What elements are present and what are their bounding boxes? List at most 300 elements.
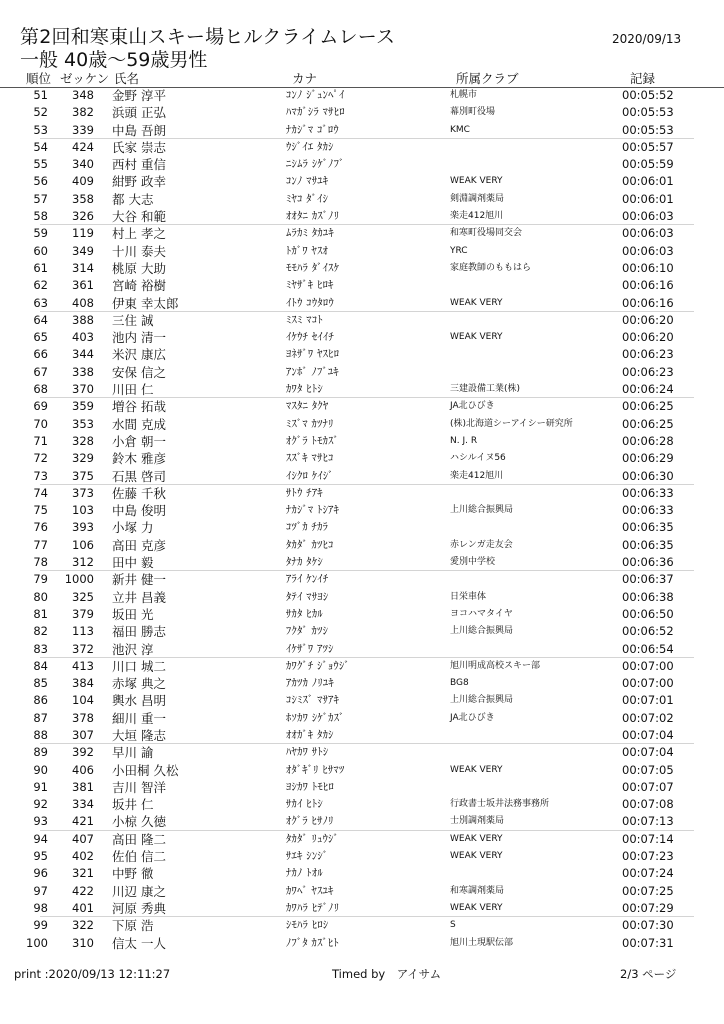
column-header-name: 氏名 [114, 71, 140, 86]
cell-time: 00:06:25 [622, 399, 674, 414]
cell-rank: 76 [33, 520, 48, 535]
cell-name: 吉川 智洋 [112, 779, 166, 795]
cell-time: 00:06:38 [622, 589, 674, 604]
cell-bib: 310 [72, 935, 94, 950]
cell-time: 00:05:53 [622, 105, 674, 120]
cell-time: 00:06:33 [622, 485, 674, 500]
cell-bib: 370 [72, 382, 94, 397]
cell-rank: 70 [33, 416, 48, 431]
cell-club: 和寒町役場同交会 [450, 228, 523, 239]
cell-kana: ｺﾂﾞｶ ﾁｶﾗ [286, 521, 329, 534]
cell-kana: ﾐﾔｻﾞｷ ﾋﾛｷ [286, 279, 334, 292]
cell-kana: ｲｹｳﾁ ｾｲｲﾁ [286, 331, 335, 344]
table-row [0, 848, 724, 865]
cell-club: 家庭教師のももはら [450, 262, 532, 273]
cell-rank: 88 [33, 727, 48, 742]
cell-name: 坂井 仁 [112, 797, 154, 813]
table-row [0, 312, 724, 329]
table-row [0, 122, 724, 139]
cell-bib: 409 [72, 174, 94, 189]
cell-club: 行政書士坂井法務事務所 [450, 799, 550, 810]
cell-name: 小椋 久徳 [112, 814, 166, 830]
cell-name: 新井 健一 [112, 572, 166, 588]
cell-rank: 64 [33, 312, 48, 327]
cell-kana: ﾀｶﾀﾞ ｶﾂﾋｺ [286, 538, 334, 551]
cell-time: 00:07:00 [622, 658, 674, 673]
cell-kana: ﾏｽﾀﾆ ﾀｸﾔ [286, 400, 329, 413]
table-row [0, 641, 724, 658]
cell-bib: 353 [72, 416, 94, 431]
cell-kana: ﾐﾔｺ ﾀﾞｲｼ [286, 192, 329, 205]
cell-time: 00:06:35 [622, 537, 674, 552]
table-row [0, 883, 724, 900]
cell-club: 楽走412旭川 [450, 470, 504, 481]
cell-rank: 83 [33, 641, 48, 656]
table-row [0, 813, 724, 830]
table-header [0, 70, 724, 88]
cell-kana: ﾑﾗｶﾐ ﾀｶﾕｷ [286, 227, 335, 240]
cell-rank: 68 [33, 382, 48, 397]
cell-name: 桃原 大助 [112, 260, 166, 276]
cell-name: 紺野 政幸 [112, 174, 166, 190]
cell-bib: 424 [72, 139, 94, 154]
column-header-rank: 順位 [26, 71, 52, 86]
table-row [0, 796, 724, 813]
cell-kana: ﾅｶｼﾞﾏ ﾄｼｱｷ [286, 504, 340, 517]
cell-time: 00:06:52 [622, 624, 674, 639]
cell-rank: 65 [33, 330, 48, 345]
cell-kana: ﾖﾈｻﾞﾜ ﾔｽﾋﾛ [286, 348, 340, 361]
cell-name: 小塚 力 [112, 520, 154, 536]
cell-bib: 373 [72, 485, 94, 500]
column-header-bib: ゼッケン [60, 71, 110, 86]
cell-rank: 54 [33, 139, 48, 154]
cell-rank: 82 [33, 624, 48, 639]
cell-time: 00:05:52 [622, 88, 674, 102]
cell-time: 00:06:03 [622, 243, 674, 258]
cell-bib: 375 [72, 468, 94, 483]
cell-name: 村上 孝之 [112, 226, 166, 242]
table-row [0, 865, 724, 882]
cell-rank: 90 [33, 762, 48, 777]
table-row [0, 191, 724, 208]
cell-time: 00:06:30 [622, 468, 674, 483]
cell-time: 00:06:54 [622, 641, 674, 656]
cell-kana: ｶﾜﾍﾞ ﾔｽﾕｷ [286, 884, 334, 897]
cell-name: 石黒 啓司 [112, 468, 166, 484]
cell-name: 大垣 隆志 [112, 727, 166, 743]
cell-club: 日栄車体 [450, 591, 487, 602]
cell-time: 00:07:24 [622, 866, 674, 881]
cell-rank: 85 [33, 676, 48, 691]
cell-bib: 103 [72, 503, 94, 518]
cell-bib: 344 [72, 347, 94, 362]
cell-rank: 84 [33, 658, 48, 673]
cell-rank: 96 [33, 866, 48, 881]
cell-kana: ﾖｼｶﾜ ﾄﾓﾋﾛ [286, 780, 335, 793]
cell-rank: 69 [33, 399, 48, 414]
table-row [0, 156, 724, 173]
cell-name: 米沢 康広 [112, 347, 166, 363]
cell-bib: 329 [72, 451, 94, 466]
cell-name: 川口 城二 [112, 658, 166, 674]
table-row [0, 537, 724, 554]
cell-name: 都 大志 [112, 191, 154, 207]
cell-time: 00:06:25 [622, 416, 674, 431]
cell-kana: ｼﾓﾊﾗ ﾋﾛｼ [286, 919, 329, 932]
cell-club: 楽走412旭川 [450, 211, 504, 222]
cell-club: 旭川明成高校スキー部 [450, 660, 541, 671]
cell-rank: 80 [33, 589, 48, 604]
table-row [0, 606, 724, 623]
cell-name: 高田 隆二 [112, 831, 166, 847]
table-row [0, 658, 724, 675]
cell-name: 川田 仁 [112, 382, 154, 398]
cell-kana: ｱｶﾂｶ ﾉﾘﾕｷ [286, 677, 335, 690]
cell-bib: 339 [72, 122, 94, 137]
cell-time: 00:07:29 [622, 900, 674, 915]
table-row [0, 589, 724, 606]
cell-bib: 338 [72, 364, 94, 379]
table-row [0, 468, 724, 485]
cell-bib: 113 [72, 624, 94, 639]
cell-bib: 378 [72, 710, 94, 725]
cell-club: 上川総合振興局 [450, 695, 514, 706]
cell-kana: ｶﾜｸﾞﾁ ｼﾞｮｳｼﾞ [286, 659, 350, 672]
cell-bib: 312 [72, 555, 94, 570]
cell-club: JA北ひびき [450, 712, 495, 723]
cell-bib: 402 [72, 849, 94, 864]
table-row [0, 243, 724, 260]
table-row [0, 779, 724, 796]
cell-name: 坂田 光 [112, 606, 154, 622]
cell-name: 池沢 淳 [112, 641, 154, 657]
cell-time: 00:07:31 [622, 935, 674, 950]
cell-rank: 72 [33, 451, 48, 466]
cell-bib: 408 [72, 295, 94, 310]
cell-rank: 75 [33, 503, 48, 518]
cell-bib: 314 [72, 260, 94, 275]
cell-rank: 63 [33, 295, 48, 310]
cell-kana: ｵｸﾞﾗ ﾄﾓｶｽﾞ [286, 434, 339, 447]
cell-kana: ｻｴｷ ｼﾝｼﾞ [286, 850, 329, 863]
cell-rank: 77 [33, 537, 48, 552]
table-row [0, 104, 724, 121]
cell-kana: ｶﾜﾊﾗ ﾋﾃﾞﾉﾘ [286, 901, 340, 914]
cell-name: 河原 秀典 [112, 900, 166, 916]
cell-time: 00:06:35 [622, 520, 674, 535]
cell-name: 立井 昌義 [112, 589, 166, 605]
cell-time: 00:07:04 [622, 727, 674, 742]
cell-name: 伊東 幸太郎 [112, 295, 179, 311]
cell-kana: ｽｽﾞｷ ﾏｻﾋｺ [286, 452, 334, 465]
cell-name: 高田 克彦 [112, 537, 166, 553]
cell-name: 佐藤 千秋 [112, 485, 166, 501]
timed-by-credit: Timed by アイサム [332, 967, 442, 981]
table-row [0, 208, 724, 225]
cell-rank: 57 [33, 191, 48, 206]
cell-bib: 349 [72, 243, 94, 258]
cell-club: JA北ひびき [450, 401, 495, 412]
cell-time: 00:07:08 [622, 797, 674, 812]
cell-name: 池内 清一 [112, 330, 166, 346]
cell-kana: ｳｼﾞｲｴ ﾀｶｼ [286, 140, 334, 153]
category-subtitle: 一般 40歳〜59歳男性 [20, 49, 208, 71]
cell-time: 00:06:03 [622, 209, 674, 224]
cell-name: 輿水 昌明 [112, 693, 166, 709]
cell-rank: 55 [33, 157, 48, 172]
cell-rank: 78 [33, 555, 48, 570]
cell-name: 安保 信之 [112, 364, 166, 380]
cell-bib: 372 [72, 641, 94, 656]
cell-bib: 406 [72, 762, 94, 777]
cell-bib: 359 [72, 399, 94, 414]
cell-time: 00:06:29 [622, 451, 674, 466]
cell-club: WEAK VERY [450, 902, 503, 913]
cell-rank: 89 [33, 745, 48, 760]
cell-rank: 87 [33, 710, 48, 725]
cell-time: 00:06:36 [622, 555, 674, 570]
cell-rank: 61 [33, 260, 48, 275]
table-row [0, 433, 724, 450]
cell-kana: ｲﾄｳ ｺｳﾀﾛｳ [286, 296, 335, 309]
cell-bib: 358 [72, 191, 94, 206]
cell-name: 三住 誠 [112, 312, 154, 328]
cell-club: 三建設備工業(株) [450, 384, 521, 395]
table-row [0, 381, 724, 398]
cell-kana: ﾌｸﾀﾞ ｶﾂｼ [286, 625, 329, 638]
cell-rank: 99 [33, 918, 48, 933]
table-row [0, 502, 724, 519]
cell-name: 小田桐 久松 [112, 762, 179, 778]
cell-club: 士別調剤薬局 [450, 816, 505, 827]
cell-rank: 91 [33, 779, 48, 794]
cell-name: 福田 勝志 [112, 624, 166, 640]
cell-bib: 393 [72, 520, 94, 535]
table-row [0, 571, 724, 588]
cell-time: 00:06:24 [622, 382, 674, 397]
cell-club: BG8 [450, 678, 469, 689]
cell-bib: 1000 [64, 572, 94, 587]
cell-rank: 94 [33, 831, 48, 846]
cell-bib: 348 [72, 88, 94, 102]
cell-kana: ｲｹｻﾞﾜ ｱﾂｼ [286, 642, 334, 655]
cell-name: 信太 一人 [112, 935, 166, 951]
cell-time: 00:07:01 [622, 693, 674, 708]
column-header-kana: カナ [292, 71, 318, 86]
cell-club: 赤レンガ走友会 [450, 539, 513, 550]
table-row [0, 917, 724, 934]
cell-kana: ﾄｶﾞﾜ ﾔｽｵ [286, 244, 329, 257]
cell-time: 00:05:57 [622, 139, 674, 154]
cell-rank: 81 [33, 606, 48, 621]
table-row [0, 831, 724, 848]
cell-name: 宮崎 裕樹 [112, 278, 166, 294]
cell-name: 増谷 拓哉 [112, 399, 166, 415]
cell-bib: 340 [72, 157, 94, 172]
cell-time: 00:06:01 [622, 191, 674, 206]
cell-kana: ﾓﾓﾊﾗ ﾀﾞｲｽｹ [286, 261, 340, 274]
cell-name: 中野 徹 [112, 866, 154, 882]
cell-bib: 307 [72, 727, 94, 742]
cell-kana: ﾎｿｶﾜ ｼｹﾞｶｽﾞ [286, 711, 345, 724]
table-row [0, 295, 724, 312]
cell-rank: 66 [33, 347, 48, 362]
cell-rank: 53 [33, 122, 48, 137]
cell-name: 水間 克成 [112, 416, 166, 432]
cell-bib: 328 [72, 433, 94, 448]
cell-rank: 100 [26, 935, 48, 950]
table-row [0, 450, 724, 467]
cell-name: 浜頭 正弘 [112, 105, 166, 121]
cell-rank: 97 [33, 883, 48, 898]
cell-kana: ﾀﾅｶ ﾀｹｼ [286, 556, 323, 569]
cell-bib: 392 [72, 745, 94, 760]
print-timestamp: print :2020/09/13 12:11:27 [14, 967, 171, 981]
cell-bib: 407 [72, 831, 94, 846]
cell-time: 00:07:00 [622, 676, 674, 691]
cell-bib: 379 [72, 606, 94, 621]
table-row [0, 416, 724, 433]
cell-bib: 361 [72, 278, 94, 293]
cell-kana: ﾅｶｼﾞﾏ ｺﾞﾛｳ [286, 123, 339, 136]
cell-kana: ｻﾄｳ ﾁｱｷ [286, 486, 323, 499]
table-row [0, 346, 724, 363]
cell-rank: 86 [33, 693, 48, 708]
table-row [0, 710, 724, 727]
cell-club: N. J. R [450, 435, 478, 446]
table-row [0, 277, 724, 294]
cell-club: YRC [450, 245, 468, 256]
cell-club: WEAK VERY [450, 332, 503, 343]
cell-time: 00:06:28 [622, 433, 674, 448]
table-row [0, 675, 724, 692]
cell-name: 十川 泰夫 [112, 243, 166, 259]
cell-kana: ﾊﾔｶﾜ ｻﾄｼ [286, 746, 329, 759]
cell-name: 中島 吾朗 [112, 122, 166, 138]
cell-bib: 381 [72, 779, 94, 794]
cell-kana: ﾅｶﾉ ﾄｵﾙ [286, 867, 323, 880]
cell-rank: 98 [33, 900, 48, 915]
cell-rank: 71 [33, 433, 48, 448]
cell-bib: 422 [72, 883, 94, 898]
cell-time: 00:07:07 [622, 779, 674, 794]
cell-club: ハシルイヌ56 [450, 453, 506, 464]
cell-kana: ｻｶｲ ﾋﾄｼ [286, 798, 323, 811]
cell-time: 00:06:20 [622, 330, 674, 345]
table-row [0, 329, 724, 346]
table-row [0, 485, 724, 502]
cell-bib: 322 [72, 918, 94, 933]
table-row [0, 727, 724, 744]
cell-rank: 52 [33, 105, 48, 120]
cell-time: 00:06:16 [622, 278, 674, 293]
table-row [0, 87, 724, 104]
cell-rank: 74 [33, 485, 48, 500]
cell-time: 00:06:03 [622, 226, 674, 241]
cell-club: 上川総合振興局 [450, 505, 514, 516]
column-header-club: 所属クラブ [456, 71, 519, 86]
cell-name: 鈴木 雅彦 [112, 451, 166, 467]
table-row [0, 398, 724, 415]
cell-time: 00:07:04 [622, 745, 674, 760]
table-row [0, 762, 724, 779]
cell-name: 細川 重一 [112, 710, 166, 726]
cell-rank: 59 [33, 226, 48, 241]
page-title: 第2回和寒東山スキー場ヒルクライムレース [20, 26, 396, 48]
cell-bib: 384 [72, 676, 94, 691]
cell-club: WEAK VERY [450, 833, 503, 844]
cell-name: 氏家 崇志 [112, 139, 166, 155]
cell-name: 赤塚 典之 [112, 676, 166, 692]
cell-time: 00:06:01 [622, 174, 674, 189]
cell-kana: ｵｸﾞﾗ ﾋｻﾉﾘ [286, 815, 334, 828]
cell-club: WEAK VERY [450, 764, 503, 775]
cell-time: 00:06:23 [622, 364, 674, 379]
cell-bib: 119 [72, 226, 94, 241]
cell-kana: ﾀﾃｲ ﾏｻﾖｼ [286, 590, 329, 603]
cell-time: 00:07:25 [622, 883, 674, 898]
cell-kana: ｵｵｶﾞｷ ﾀｶｼ [286, 728, 334, 741]
cell-time: 00:06:50 [622, 606, 674, 621]
cell-kana: ﾐｽﾐ ﾏｺﾄ [286, 313, 323, 326]
page-number: 2/3 ページ [620, 967, 677, 981]
cell-club: 幕別町役場 [450, 107, 496, 118]
cell-bib: 388 [72, 312, 94, 327]
cell-club: 上川総合振興局 [450, 626, 514, 637]
cell-bib: 325 [72, 589, 94, 604]
table-row [0, 139, 724, 156]
cell-kana: ｵﾀﾞｷﾞﾘ ﾋｻﾏﾂ [286, 763, 345, 776]
table-row [0, 519, 724, 536]
cell-time: 00:06:16 [622, 295, 674, 310]
cell-time: 00:07:05 [622, 762, 674, 777]
table-row [0, 554, 724, 571]
cell-club: ヨコハマタイヤ [450, 608, 513, 619]
cell-club: 札幌市 [450, 90, 478, 100]
cell-rank: 56 [33, 174, 48, 189]
cell-kana: ﾉﾌﾞﾀ ｶｽﾞﾋﾄ [286, 936, 339, 949]
cell-kana: ｱﾗｲ ｹﾝｲﾁ [286, 573, 329, 586]
cell-kana: ｺﾝﾉ ｼﾞｭﾝﾍﾟｲ [286, 89, 345, 101]
cell-kana: ﾊﾏｶﾞｼﾗ ﾏｻﾋﾛ [286, 106, 345, 119]
cell-club: 旭川土現駅伝部 [450, 937, 514, 948]
table-row [0, 935, 724, 952]
cell-kana: ｺﾝﾉ ﾏｻﾕｷ [286, 175, 329, 188]
cell-rank: 62 [33, 278, 48, 293]
cell-rank: 93 [33, 814, 48, 829]
cell-club: WEAK VERY [450, 176, 503, 187]
cell-rank: 51 [33, 88, 48, 102]
cell-bib: 421 [72, 814, 94, 829]
cell-kana: ｱﾝﾎﾞ ﾉﾌﾞﾕｷ [286, 365, 339, 378]
cell-time: 00:06:37 [622, 572, 674, 587]
cell-club: 和寒調剤薬局 [450, 885, 505, 896]
cell-bib: 382 [72, 105, 94, 120]
table-row [0, 364, 724, 381]
cell-club: S [450, 920, 456, 931]
cell-bib: 104 [72, 693, 94, 708]
cell-name: 早川 諭 [112, 745, 154, 761]
cell-rank: 95 [33, 849, 48, 864]
cell-name: 川辺 康之 [112, 883, 166, 899]
table-row [0, 900, 724, 917]
cell-rank: 92 [33, 797, 48, 812]
cell-kana: ｲｼｸﾛ ｹｲｼﾞ [286, 469, 334, 482]
column-header-time: 記録 [630, 71, 656, 86]
cell-rank: 60 [33, 243, 48, 258]
cell-name: 西村 重信 [112, 157, 166, 173]
